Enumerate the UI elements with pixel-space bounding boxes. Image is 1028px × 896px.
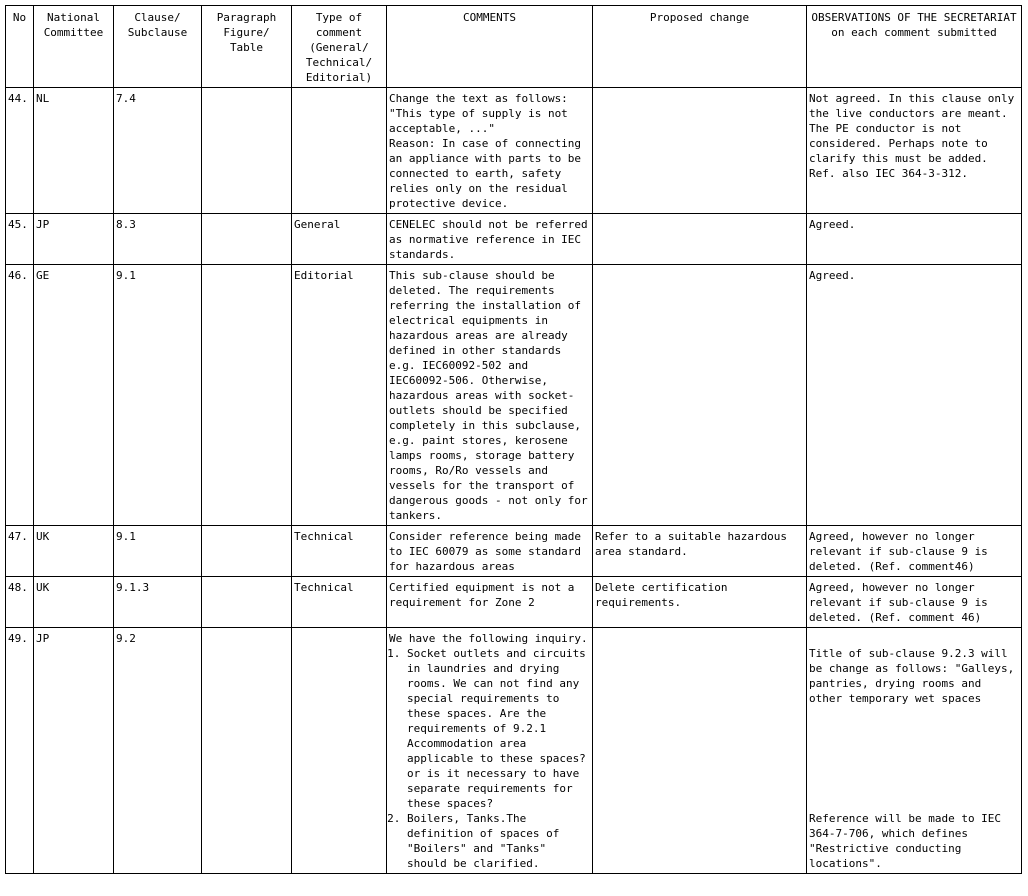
header-national-committee: National Committee (34, 6, 114, 88)
cell-no: 48. (6, 577, 34, 628)
cell-proposed (593, 628, 807, 874)
cell-proposed: Refer to a suitable hazardous area standard. (593, 526, 807, 577)
cell-clause: 7.4 (114, 88, 202, 214)
comments-table (5, 5, 1022, 874)
cell-clause: 9.1 (114, 526, 202, 577)
cell-no: 44. (6, 88, 34, 214)
cell-paragraph (202, 265, 292, 526)
header-clause: Clause/ Subclause (114, 6, 202, 88)
cell-nc: GE (34, 265, 114, 526)
cell-nc: JP (34, 214, 114, 265)
cell-paragraph (202, 214, 292, 265)
header-no: No (6, 6, 34, 88)
cell-proposed (593, 265, 807, 526)
cell-nc: UK (34, 577, 114, 628)
cell-no: 47. (6, 526, 34, 577)
cell-paragraph (202, 577, 292, 628)
cell-proposed: Delete certification requirements. (593, 577, 807, 628)
cell-comment: Consider reference being made to IEC 60079 as some standard for hazardous areas (387, 526, 593, 577)
cell-comment: Change the text as follows: "This type of supply is not acceptable, ..." Reason: In case of connecting an appliance with parts to be connected to earth, safety relies only on the residual protective device. (387, 88, 593, 214)
cell-clause: 9.1.3 (114, 577, 202, 628)
cell-clause: 8.3 (114, 214, 202, 265)
header-observations: OBSERVATIONS OF THE SECRETARIAT on each comment submitted (807, 6, 1022, 88)
list-item: 2. Boilers, Tanks.The definition of spaces of "Boilers" and "Tanks" should be clarified. (407, 811, 590, 871)
header-type: Type of comment (General/ Technical/ Editorial) (292, 6, 387, 88)
table-row (6, 214, 1022, 265)
cell-paragraph (202, 88, 292, 214)
table-row (6, 526, 1022, 577)
cell-comment: This sub-clause should be deleted. The requirements referring the installation of electrical equipments in hazardous areas are already defined in other standards e.g. IEC60092-502 and IEC60092-506. Otherwise, hazardous areas with socket-outlets should be specified completely in this subclause, e.g. paint stores, kerosene lamps rooms, storage battery rooms, Ro/Ro vessels and vessels for the transport of dangerous goods - not only for tankers. (387, 265, 593, 526)
cell-observation: Agreed, however no longer relevant if sub-clause 9 is deleted. (Ref. comment46) (807, 526, 1022, 577)
cell-observation: Agreed. (807, 214, 1022, 265)
observation-reference: Reference will be made to IEC 364-7-706, which defines "Restrictive conducting locations". (809, 812, 1002, 870)
cell-clause: 9.2 (114, 628, 202, 874)
cell-no: 49. (6, 628, 34, 874)
cell-type (292, 88, 387, 214)
cell-nc: JP (34, 628, 114, 874)
cell-observation: Not agreed. In this clause only the live conductors are meant. The PE conductor is not considered. Perhaps note to clarify this must be added. Ref. also IEC 364-3-312. (807, 88, 1022, 214)
header-proposed-change: Proposed change (593, 6, 807, 88)
cell-observation: Agreed. (807, 265, 1022, 526)
cell-observation: Agreed, however no longer relevant if sub-clause 9 is deleted. (Ref. comment 46) (807, 577, 1022, 628)
header-comments: COMMENTS (387, 6, 593, 88)
cell-paragraph (202, 526, 292, 577)
cell-paragraph (202, 628, 292, 874)
observation-title-change: Title of sub-clause 9.2.3 will be change as follows: "Galleys, pantries, drying rooms and other temporary wet spaces (809, 647, 1015, 705)
cell-comment: CENELEC should not be referred as normative reference in IEC standards. (387, 214, 593, 265)
table-row (6, 577, 1022, 628)
cell-nc: UK (34, 526, 114, 577)
table-row (6, 88, 1022, 214)
cell-type: Editorial (292, 265, 387, 526)
table-row (6, 628, 1022, 874)
cell-no: 46. (6, 265, 34, 526)
comment-intro: We have the following inquiry. (389, 632, 588, 645)
cell-type: General (292, 214, 387, 265)
cell-nc: NL (34, 88, 114, 214)
cell-clause: 9.1 (114, 265, 202, 526)
header-row (6, 6, 1022, 88)
list-item: 1. Socket outlets and circuits in laundries and drying rooms. We can not find any special requirements to these spaces. Are the requirements of 9.2.1 Accommodation area applicable to these spaces? or is it necessary to have separate requirements for these spaces? (407, 646, 590, 811)
cell-comment: Certified equipment is not a requirement for Zone 2 (387, 577, 593, 628)
cell-proposed (593, 88, 807, 214)
table-row (6, 265, 1022, 526)
cell-type (292, 628, 387, 874)
cell-no: 45. (6, 214, 34, 265)
cell-proposed (593, 214, 807, 265)
cell-comment (387, 628, 593, 874)
inquiry-list (389, 646, 590, 871)
cell-type: Technical (292, 526, 387, 577)
cell-observation (807, 628, 1022, 874)
header-paragraph: Paragraph Figure/ Table (202, 6, 292, 88)
cell-type: Technical (292, 577, 387, 628)
